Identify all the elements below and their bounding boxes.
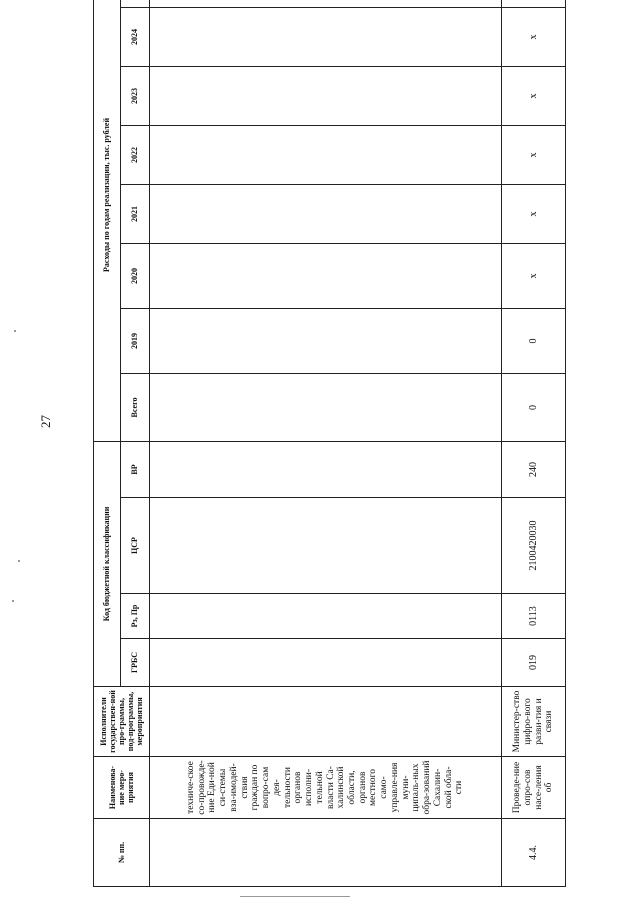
cell-empty	[150, 66, 502, 125]
cell-num-empty	[150, 819, 502, 887]
header-year: 2024	[121, 7, 150, 66]
scan-line	[240, 896, 350, 897]
cell-vr: 240	[502, 441, 566, 497]
page-number: 27	[38, 415, 53, 428]
cell-empty	[150, 0, 502, 7]
header-executor: Исполнители государствен-ной про-граммы, под-программы, мероприятия	[94, 687, 150, 757]
cell-empty	[150, 373, 502, 441]
header-expenses: Расходы по годам реализации, тыс. рублей	[94, 0, 121, 441]
cell-grbs: 019	[502, 639, 566, 687]
header-csr: ЦСР	[121, 498, 150, 594]
cell-empty	[150, 308, 502, 373]
cell-executor: Министер-ство цифро-вого разви-тия и связи	[502, 687, 566, 757]
cell-num: 4.4.	[502, 819, 566, 887]
cell-2022: x	[502, 125, 566, 184]
header-year: 2019	[121, 308, 150, 373]
header-vr: ВР	[121, 441, 150, 497]
scan-speck	[14, 330, 16, 332]
cell-2024: x	[502, 7, 566, 66]
header-name: Наименова-ние меро-приятия	[94, 757, 150, 819]
cell-empty	[150, 125, 502, 184]
cell-empty	[150, 243, 502, 308]
cell-continuation-text: техниче-ское со-провожде-ние Еди-ной си-стемы вза-имодей-ствия граждан по вопро-сам дея-тельности органов исполни-тельной власти Са-халинской области, органов местного само-управле-ния муни-ципаль-ных обра-зований Сахалин-ской обла-сти	[150, 757, 502, 819]
scan-speck	[12, 600, 14, 602]
cell-2021: x	[502, 184, 566, 243]
header-total: Всего	[121, 373, 150, 441]
cell-empty	[150, 687, 502, 757]
header-num: № пп.	[94, 819, 150, 887]
cell-name: Проведе-ние опро-сов насе-ления об	[502, 757, 566, 819]
header-budget-code: Код бюджетной классификации	[94, 441, 121, 686]
cell-total: 0	[502, 373, 566, 441]
header-grbs: ГРБС	[121, 639, 150, 687]
header-year: 2020	[121, 243, 150, 308]
header-year	[121, 0, 150, 7]
table-row-continuation	[150, 0, 502, 887]
cell-empty	[150, 594, 502, 639]
cell-empty	[150, 7, 502, 66]
header-rzpr: Рз, Пр	[121, 594, 150, 639]
cell-2025	[502, 0, 566, 7]
cell-empty	[150, 498, 502, 594]
rotated-page	[93, 12, 565, 887]
cell-2020: x	[502, 243, 566, 308]
cell-empty	[150, 184, 502, 243]
header-year: 2023	[121, 66, 150, 125]
budget-table	[93, 0, 566, 887]
table-row-4-4	[502, 0, 566, 887]
header-year: 2022	[121, 125, 150, 184]
header-year: 2021	[121, 184, 150, 243]
scan-speck	[18, 560, 20, 562]
cell-empty	[150, 441, 502, 497]
cell-rzpr: 0113	[502, 594, 566, 639]
cell-empty	[150, 639, 502, 687]
cell-2019: 0	[502, 308, 566, 373]
cell-csr: 2100420030	[502, 498, 566, 594]
cell-2023: x	[502, 66, 566, 125]
